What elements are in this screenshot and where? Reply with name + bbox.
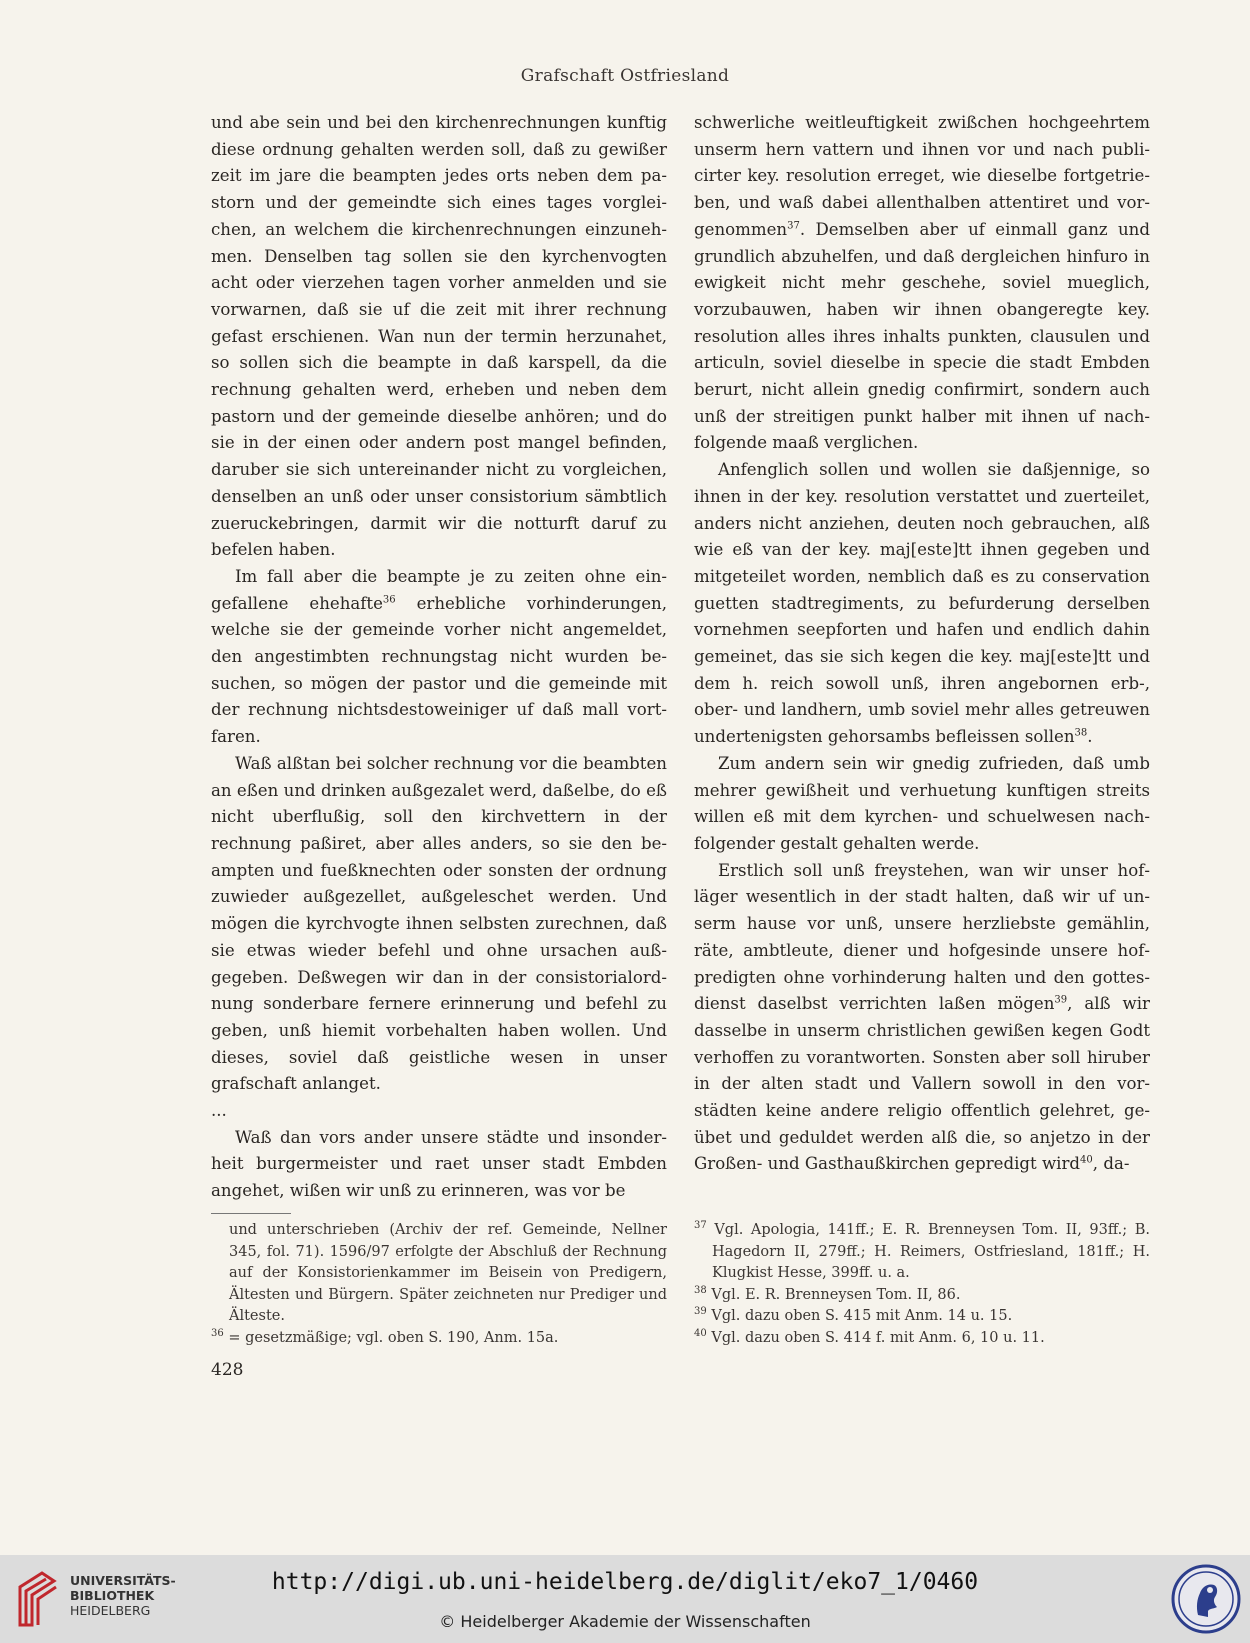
left-paragraph-3: Waß alßtan bei solcher rechnung vor die beambten an eßen und drinken außgezalet werd, daßelbe, do eß nicht uberflußig, soll den kirchvettern in der rechnung paßiret, aber alles anders, so sie den beampten und fueßknechten oder sonsten der ordnung zuwieder außgezellet, außgeleschet werden. Und mögen die kyrchvogte ihnen selbsten zurechnen, daß sie etwas wieder befehl und ohne ursachen außgegeben. Deßwegen wir dan in der consistorialordnung sonderbare fernere erinnerung und befehl zu geben, unß hiemit vorbehalten haben wollen. Und dieses, soviel daß geistliche wesen in unser grafschaft anlanget. [211, 753, 667, 1094]
right-paragraph-1: schwerliche weitleuftigkeit zwißchen hochgeehrtem unserm hern vattern und ihnen vor und nach publicirter key. resolution erreget, wie dieselbe fortgetrieben, und waß dabei allenthalben attentiret und vorgenommen$^{37}$. Demselben aber uf einmall ganz und grundlich abzuhelfen, und daß dergleichen hinfuro in ewigkeit nicht mehr geschehe, soviel mueglich, vorzubauwen, haben wir ihnen obangeregte key. resolution alles ihres inhalts punkten, clausulen und articuln, soviel dieselbe in specie die stadt Embden berurt, nicht allein gnedig confirmirt, sondern auch unß der streitigen punkt halber mit ihnen uf nachfolgende maaß verglichen. [694, 113, 1150, 453]
copyright-notice: © Heidelberger Akademie der Wissenschaften [439, 1612, 811, 1631]
right-column [694, 110, 1150, 1178]
academy-seal-icon[interactable] [1170, 1563, 1242, 1635]
right-paragraph-3: Zum andern sein wir gnedig zufrieden, daß umb mehrer gewißheit und verhuetung kunftigen streits willen eß mit dem kyrchen- und schuelwesen nachfolgender gestalt gehalten werde. [694, 753, 1150, 853]
footnote-37: $^{37}$ Vgl. Apologia, 141ff.; E. R. Brenneysen Tom. II, 93ff.; B. Hagedorn II, 279ff.; H. Reimers, Ostfriesland, 181ff.; H. Klugkist Hesse, 399ff. u. a. [694, 1220, 1150, 1281]
left-paragraph-1: und abe sein und bei den kirchenrechnungen kunftig diese ordnung gehalten werden soll, daß zu gewißer zeit im jare die beampten jedes orts neben dem pastorn und der gemeindte sich eines tages vorgleichen, an welchem die kirchenrechnungen einzunehmen. Denselben tag sollen sie den kyrchenvogten acht oder vierzehen tagen vorher anmelden und sie vorwarnen, daß sie uf die zeit mit ihrer rechnung gefast erschienen. Wan nun der termin herzunahet, so sollen sich die beampte in daß karspell, da die rechnung gehalten werd, erheben und neben dem pastorn und der gemeinde dieselbe anhören; und do sie in der einen oder andern post mangel befinden, daruber sie sich untereinander nicht zu vorgleichen, denselben an unß oder unser consistorium sämbtlich zueruckebringen, darmit wir die notturft daruf zu befelen haben. [211, 113, 667, 560]
viewer-footer [0, 1555, 1250, 1643]
right-paragraph-2: Anfenglich sollen und wollen sie daßjennige, so ihnen in der key. resolution verstattet und zuerteilet, anders nicht anziehen, deuten noch gebrauchen, alß wie eß van der key. maj[este]tt ihnen gegeben und mitgeteilet worden, nemblich daß es zu conservation guetten stadtregiments, zu befurderung derselben vornehmen seepforten und hafen und endlich dahin gemeinet, das sie sich kegen die key. maj[este]tt und dem h. reich sowoll unß, ihren angebornen erb-, ober- und landhern, umb soviel mehr alles getreuwen undertenigsten gehorsambs befleissen sollen$^{38}$. [694, 460, 1150, 747]
left-column [211, 110, 667, 1205]
footnote-38: $^{38}$ Vgl. E. R. Brenneysen Tom. II, 86. [694, 1284, 961, 1303]
footnotes-right [694, 1220, 1150, 1349]
footnote-ref-37[interactable]: 37 [787, 220, 800, 232]
running-head: Grafschaft Ostfriesland [520, 66, 730, 86]
left-paragraph-2: Im fall aber die beampte je zu zeiten ohne eingefallene ehehafte$^{36}$ erhebliche vorhinderungen, welche sie der gemeinde vorher nicht angemeldet, den angestimbten rechnungstag nicht wurden besuchen, so mögen der pastor und die gemeinde mit der rechnung nichtsdestoweiniger uf daß mall vortfaren. [211, 566, 667, 747]
footnote-40: $^{40}$ Vgl. dazu oben S. 414 f. mit Anm. 6, 10 u. 11. [694, 1327, 1045, 1346]
footnote-ref-36[interactable]: 36 [382, 594, 396, 606]
footnotes-left [211, 1220, 667, 1349]
footnote-39: $^{39}$ Vgl. dazu oben S. 415 mit Anm. 14 u. 15. [694, 1306, 1013, 1324]
footnote-divider [211, 1213, 291, 1214]
ellipsis: ... [211, 1101, 227, 1121]
library-name[interactable]: UNIVERSITÄTS- BIBLIOTHEK HEIDELBERG [70, 1573, 176, 1618]
right-paragraph-4: Erstlich soll unß freystehen, wan wir unser hofläger wesentlich in der stadt halten, daß wir uf unserm hause vor unß, unsere herzliebste gemählin, räte, ambtleute, diener und hofgesinde unsere hofpredigten ohne vorhinderung halten und den gottesdienst daselbst verrichten laßen mögen$^{39}$, alß wir dasselbe in unserm christlichen gewißen kegen Godt verhoffen zu vorantworten. Sonsten aber soll hiruber in der alten stadt und Vallern sowoll in den vorstädten keine andere religio offentlich gelehret, geübet und geduldet werden alß die, so anjetzo in der Großen- und Gasthaußkirchen gepredigt wird$^{40}$, da- [694, 860, 1150, 1174]
permalink-url[interactable]: http://digi.ub.uni-heidelberg.de/diglit/eko7_1/0460 [271, 1569, 979, 1595]
footnote-ref-38[interactable]: 38 [1074, 727, 1088, 739]
footnote-36: $^{36}$ = gesetzmäßige; vgl. oben S. 190, Anm. 15a. [211, 1327, 559, 1346]
footnote-ref-40[interactable]: 40 [1080, 1154, 1093, 1166]
footnote-ref-39[interactable]: 39 [1054, 994, 1068, 1006]
left-paragraph-4: Waß dan vors ander unsere städte und insonderheit burgermeister und raet unser stadt Embden angehet, wißen wir unß zu erinneren, was vor be [211, 1127, 667, 1201]
footnote-continuation: und unterschrieben (Archiv der ref. Gemeinde, Nellner 345, fol. 71). 1596/97 erfolgte der Abschluß der Rechnung auf der Konsistorienkammer im Beisein von Predigern, Ältesten und Bürgern. Später zeichneten nur Prediger und Älteste. [229, 1222, 667, 1324]
page-number: 428 [211, 1360, 244, 1380]
